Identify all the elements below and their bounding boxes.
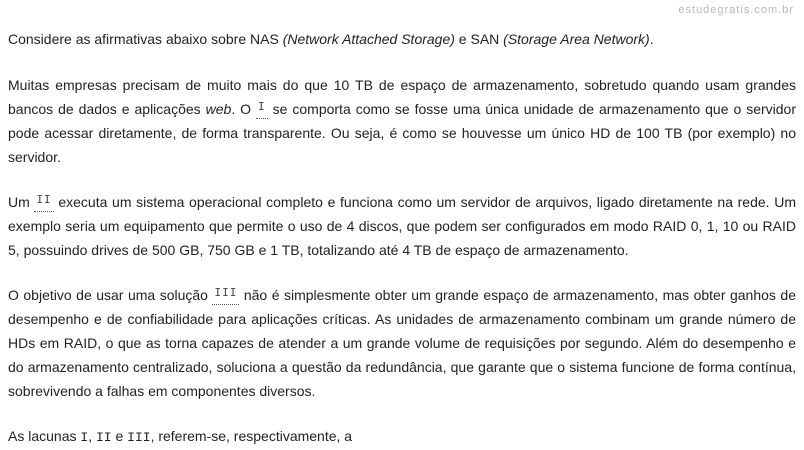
paragraph-2-part-2: executa um sistema operacional completo e funciona como um servidor de arquivos, ligado diretamente na rede. Um exemplo seria um equipamento que permite o uso de 4 discos, que podem ser configurados em modo RAID 0, 1, 10 ou RAID 5, possuindo drives de 500 GB, 750 GB e 1 TB, totalizando até 4 TB de espaço de armazenamento.: [8, 194, 796, 258]
question-sep-2: e: [111, 428, 128, 444]
question-body: [8, 27, 796, 450]
intro-text-mid: e SAN: [454, 31, 504, 47]
blank-iii-label: III: [214, 286, 238, 299]
question-prompt: [8, 424, 796, 450]
paragraph-3-part-2: não é simplesmente obter um grande espaço de armazenamento, mas obter ganhos de desempenho e de confiabilidade para aplicações críticas. As unidades de armazenamento combinam um grande número de HDs em RAID, o que as torna capazes de atender a um grande volume de requisições por segundo. Além do desempenho e do armazenamento centralizado, soluciona a questão da redundância, que garante que o sistema funcione de forma contínua, sobrevivendo a falhas em componentes diversos.: [8, 287, 796, 399]
nas-expansion: (Network Attached Storage): [282, 31, 455, 47]
web-term: web: [205, 101, 232, 117]
paragraph-1-part-1: Muitas empresas precisam de muito mais do que 10 TB de espaço de armazenamento, sobretudo quando usam grandes bancos de dados e aplicações: [8, 77, 796, 117]
blank-ii-label: II: [36, 193, 52, 206]
paragraph-1-part-2: . O: [231, 101, 257, 117]
intro-text-before: Considere as afirmativas abaixo sobre NAS: [8, 31, 283, 47]
blank-i-label: I: [258, 100, 266, 113]
question-intro: [8, 27, 796, 51]
paragraph-2: [8, 190, 796, 262]
paragraph-1: [8, 73, 796, 169]
paragraph-2-part-1: Um: [8, 194, 35, 210]
question-part-1: As lacunas: [8, 428, 81, 444]
site-watermark: estudegratis.com.br: [678, 4, 794, 16]
question-sep-1: ,: [88, 428, 96, 444]
question-label-ii: II: [95, 430, 112, 445]
blank-iii: [212, 288, 239, 305]
san-expansion: (Storage Area Network): [503, 31, 650, 47]
question-part-2: , referem-se, respectivamente, a: [150, 428, 353, 444]
question-label-iii: III: [127, 430, 151, 445]
intro-text-end: .: [649, 31, 654, 47]
paragraph-1-part-3: se comporta como se fosse uma única unidade de armazenamento que o servidor pode acessar diretamente, de forma transparente. Ou seja, é como se houvesse um único HD de 100 TB (por exemplo) no servidor.: [8, 101, 797, 165]
paragraph-3: [8, 283, 796, 403]
blank-i: [256, 102, 268, 119]
blank-ii: [34, 195, 53, 212]
question-label-i: I: [80, 430, 89, 445]
paragraph-3-part-1: O objetivo de usar uma solução: [8, 287, 213, 303]
